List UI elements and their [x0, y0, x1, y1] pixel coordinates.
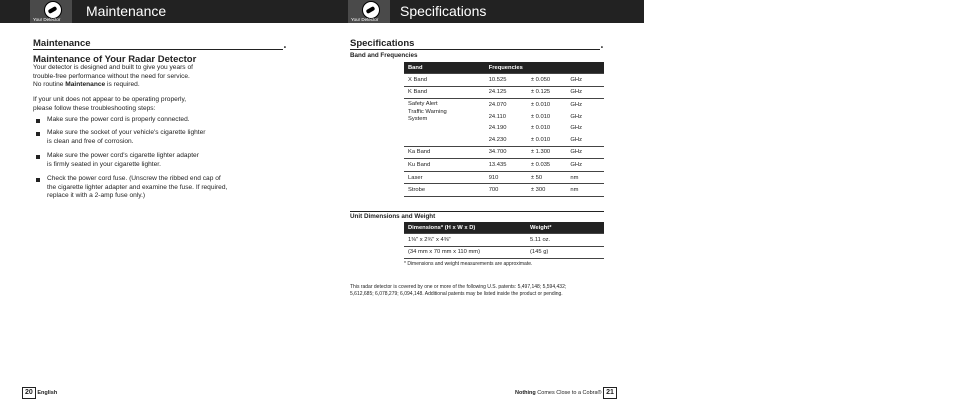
table-row: Ku Band 13.435 ± 0.035 GHz	[404, 159, 604, 172]
page-footer-right: Nothing Comes Close to a Cobra® 21	[515, 387, 617, 399]
divider	[350, 211, 604, 212]
header-tag: Your Detector	[351, 17, 379, 22]
table-row: 24.110 ± 0.010 GHz	[488, 113, 583, 120]
table-header	[527, 62, 567, 74]
bullet-item: Check the power cord fuse. (Unscrew the ribbed end cap of the cigarette lighter adapter and examine the fuse. If required, replace it with a 2-amp fuse only.)	[33, 175, 227, 201]
section-heading: Specifications •	[350, 38, 603, 51]
left-header-bar	[0, 0, 322, 23]
subheading: Maintenance of Your Radar Detector	[33, 54, 197, 65]
table-row: X Band 10.525 ± 0.050 GHz	[404, 74, 604, 87]
bullet-item: Make sure the socket of your vehicle's cigarette lighter is clean and free of corrosion.	[33, 129, 206, 146]
table-row: Laser 910 ± 50 nm	[404, 171, 604, 184]
table-row: 1⅜" x 2¾" x 4⅜" 5.11 oz.	[404, 234, 604, 247]
bullet-square-icon	[36, 155, 40, 159]
table-row: K Band 24.125 ± 0.125 GHz	[404, 86, 604, 99]
table-header: Band	[404, 62, 485, 74]
table-header: Dimensions* (H x W x D)	[404, 222, 526, 234]
band-frequencies-table	[404, 62, 604, 197]
table-row: Strobe 700 ± 300 nm	[404, 184, 604, 197]
bullet-item: Make sure the power cord's cigarette lighter adapter is firmly seated in your cigarette lighter.	[33, 152, 199, 169]
table-header: Weight*	[526, 222, 604, 234]
page-title: Specifications	[400, 3, 487, 19]
cobra-logo-icon	[348, 0, 390, 23]
page-footer-left	[22, 387, 57, 399]
unit-dimensions-heading: Unit Dimensions and Weight	[350, 213, 436, 220]
section-heading: Maintenance •	[33, 38, 286, 51]
band-frequencies-heading: Band and Frequencies	[350, 52, 418, 59]
right-header-bar	[322, 0, 644, 23]
table-header	[566, 62, 604, 74]
table-header: Frequencies	[485, 62, 527, 74]
page-number: 20	[22, 387, 36, 399]
page-title: Maintenance	[86, 3, 167, 19]
table-row: Ka Band 34.700 ± 1.300 GHz	[404, 146, 604, 159]
patent-notice: This radar detector is covered by one or more of the following U.S. patents: 5,497,148; 5,594,432; 5,612,685; 6,078,279; 6,094,148. Additional patents may be listed inside the product or pending.	[350, 284, 567, 297]
table-row: 24.230 ± 0.010 GHz	[488, 136, 583, 143]
bullet-square-icon	[36, 178, 40, 182]
table-header-row	[404, 62, 604, 74]
cobra-logo-icon	[30, 0, 72, 23]
table-header-row	[404, 222, 604, 234]
table-row: Safety Alert Traffic Warning System 24.070 ± 0.010 GHz	[404, 99, 604, 111]
troubleshoot-paragraph: If your unit does not appear to be operating properly, please follow these troubleshooting steps:	[33, 96, 187, 112]
table-row: (34 mm x 70 mm x 110 mm) (145 g)	[404, 246, 604, 259]
language-label: English	[37, 390, 58, 396]
bullet-square-icon	[36, 119, 40, 123]
intro-paragraph: Your detector is designed and built to give you years of trouble-free performance without the need for service. No routine Maintenance is required.	[33, 64, 193, 89]
header-tag: Your Detector	[33, 17, 61, 22]
footnote: * Dimensions and weight measurements are approximate.	[404, 261, 533, 267]
unit-dimensions-table	[404, 222, 604, 259]
table-row: 24.190 ± 0.010 GHz	[488, 125, 583, 132]
page-number: 21	[603, 387, 617, 399]
bullet-item: Make sure the power cord is properly connected.	[33, 116, 190, 125]
bullet-square-icon	[36, 132, 40, 136]
